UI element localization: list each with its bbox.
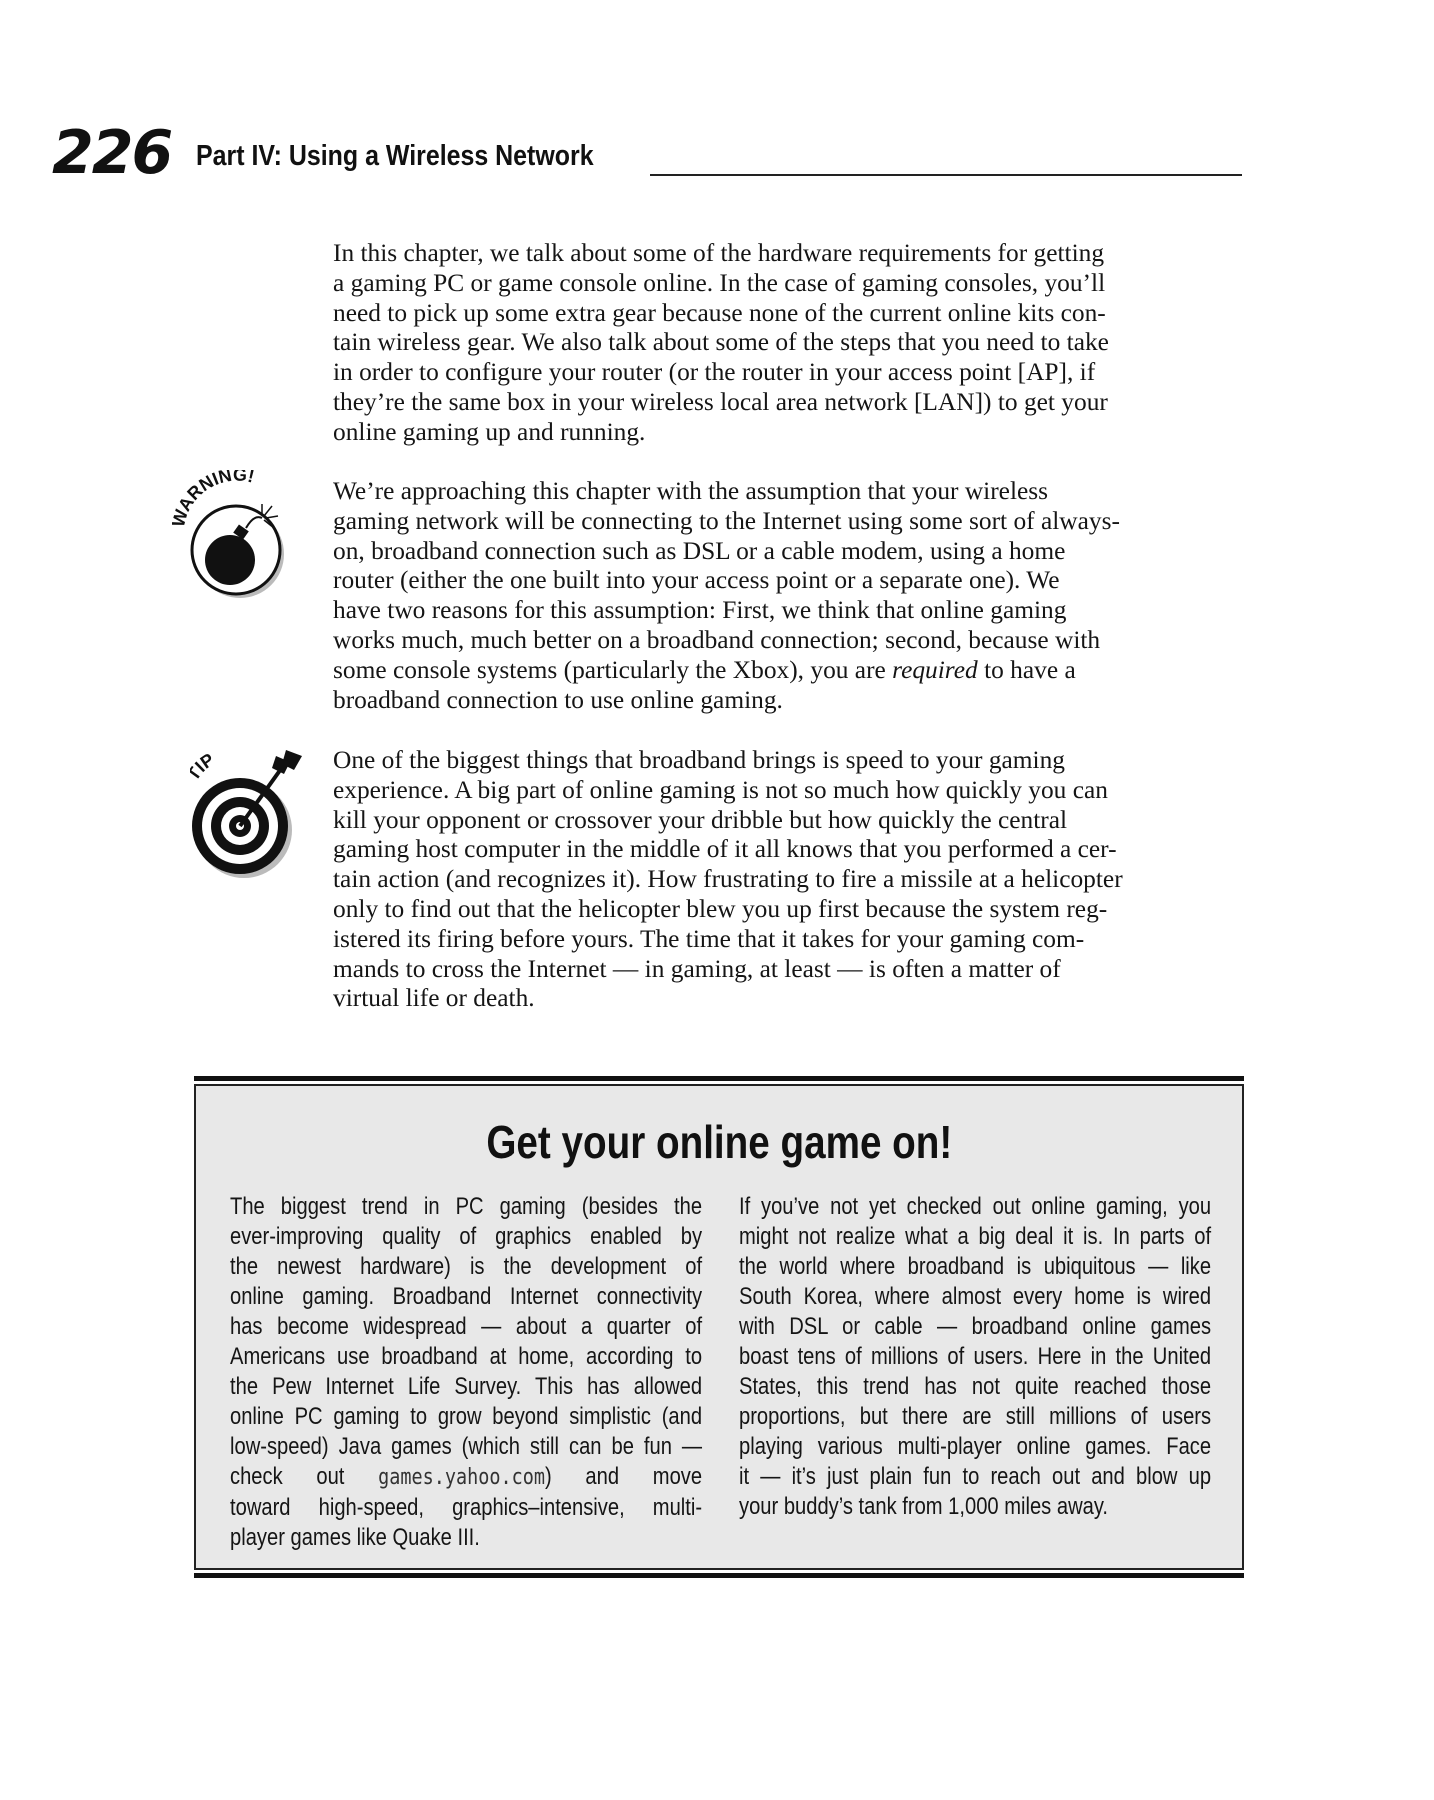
text-line: virtual life or death. <box>333 984 535 1013</box>
sidebar-top-rule <box>194 1076 1244 1081</box>
paragraph-speed <box>333 746 1243 1014</box>
sidebar-title-text: Get your online game on! <box>486 1116 952 1168</box>
text-run: ) and move <box>545 1463 703 1490</box>
text-line: ever-improving quality of graphics enabled by <box>230 1223 703 1250</box>
page-number: 226 <box>52 118 172 188</box>
text-line: online gaming up and running. <box>333 417 646 446</box>
text-line: broadband connection to use online gaming. <box>333 685 783 714</box>
header-title: Part IV: Using a Wireless Network <box>196 140 594 172</box>
paragraph-assumption <box>333 477 1243 715</box>
text-line: In this chapter, we talk about some of the hardware requirements for getting <box>333 239 1105 267</box>
emphasis-text: required <box>892 655 978 684</box>
text-line: your buddy’s tank from 1,000 miles away. <box>739 1493 1109 1520</box>
warning-label: ARNING! <box>174 470 257 515</box>
text-line: online PC gaming to grow beyond simplistic (and <box>230 1403 703 1430</box>
text-line: experience. A big part of online gaming is not so much how quickly you can <box>333 775 1108 804</box>
text-line: low-speed) Java games (which still can be fun — <box>230 1433 703 1460</box>
sidebar-column-right <box>739 1192 1211 1522</box>
text-line: the Pew Internet Life Survey. This has allowed <box>230 1373 703 1400</box>
svg-text:TIP <box>190 749 218 784</box>
text-line: it — it’s just plain fun to reach out and blow up <box>739 1463 1212 1490</box>
paragraph-intro <box>333 239 1243 448</box>
text-line: tain action (and recognizes it). How frustrating to fire a missile at a helicopter <box>333 865 1123 894</box>
text-run: some console systems (particularly the Xbox), you are <box>333 655 893 684</box>
text-line <box>333 656 1243 686</box>
text-line: South Korea, where almost every home is wired <box>739 1283 1212 1310</box>
text-line: have two reasons for this assumption: First, we think that online gaming <box>333 596 1067 625</box>
text-line: playing various multi-player online games. Face <box>739 1433 1212 1460</box>
text-line: If you’ve not yet checked out online gaming, you <box>739 1193 1212 1220</box>
text-line: player games like Quake III. <box>230 1524 480 1551</box>
warning-bomb-icon <box>172 470 302 606</box>
text-line: router (either the one built into your access point or a separate one). We <box>333 566 1060 595</box>
text-line <box>230 1462 702 1493</box>
text-line: has become widespread — about a quarter of <box>230 1313 703 1340</box>
text-line: We’re approaching this chapter with the assumption that your wireless <box>333 477 1049 505</box>
header-rule <box>650 174 1242 176</box>
sidebar-title <box>196 1116 1242 1168</box>
text-line: gaming network will be connecting to the Internet using some sort of always- <box>333 506 1120 535</box>
text-line: toward high-speed, graphics–intensive, multi- <box>230 1494 703 1521</box>
text-line: mands to cross the Internet — in gaming, at least — is often a matter of <box>333 954 1061 983</box>
text-line: might not realize what a big deal it is. In parts of <box>739 1223 1212 1250</box>
running-header <box>52 118 1242 188</box>
text-line: gaming host computer in the middle of it all knows that you performed a cer- <box>333 835 1117 864</box>
text-run: to have a <box>977 655 1076 684</box>
text-line: only to find out that the helicopter blew you up first because the system reg- <box>333 894 1108 923</box>
text-line: proportions, but there are still millions of users <box>739 1403 1212 1430</box>
text-line: in order to configure your router (or the router in your access point [AP], if <box>333 358 1096 387</box>
text-line: online gaming. Broadband Internet connectivity <box>230 1283 703 1310</box>
text-line: they’re the same box in your wireless local area network [LAN]) to get your <box>333 387 1108 416</box>
text-line: works much, much better on a broadband connection; second, because with <box>333 625 1101 654</box>
text-line: the world where broadband is ubiquitous — like <box>739 1253 1212 1280</box>
sidebar-column-left <box>230 1192 702 1553</box>
text-line: Americans use broadband at home, according to <box>230 1343 703 1370</box>
text-line: on, broadband connection such as DSL or a cable modem, using a home <box>333 536 1066 565</box>
text-line: istered its firing before yours. The time that it takes for your gaming com- <box>333 924 1085 953</box>
text-run: check out <box>230 1463 379 1490</box>
text-line: States, this trend has not quite reached those <box>739 1373 1212 1400</box>
text-line: a gaming PC or game console online. In the case of gaming consoles, you’ll <box>333 268 1106 297</box>
url-link: games.yahoo.com <box>378 1465 546 1490</box>
sidebar-bottom-rule <box>194 1573 1244 1578</box>
text-line: boast tens of millions of users. Here in the United <box>739 1343 1212 1370</box>
text-line: One of the biggest things that broadband brings is speed to your gaming <box>333 746 1065 774</box>
sidebar-box <box>194 1076 1244 1578</box>
text-line: kill your opponent or crossover your dribble but how quickly the central <box>333 805 1068 834</box>
tip-target-icon <box>190 742 306 882</box>
tip-label: IP <box>191 749 218 776</box>
text-line: the newest hardware) is the development of <box>230 1253 703 1280</box>
text-line: tain wireless gear. We also talk about some of the steps that you need to take <box>333 328 1109 357</box>
text-line: The biggest trend in PC gaming (besides the <box>230 1193 703 1220</box>
text-line: need to pick up some extra gear because none of the current online kits con- <box>333 298 1106 327</box>
sidebar-panel <box>194 1084 1244 1570</box>
text-line: with DSL or cable — broadband online games <box>739 1313 1212 1340</box>
